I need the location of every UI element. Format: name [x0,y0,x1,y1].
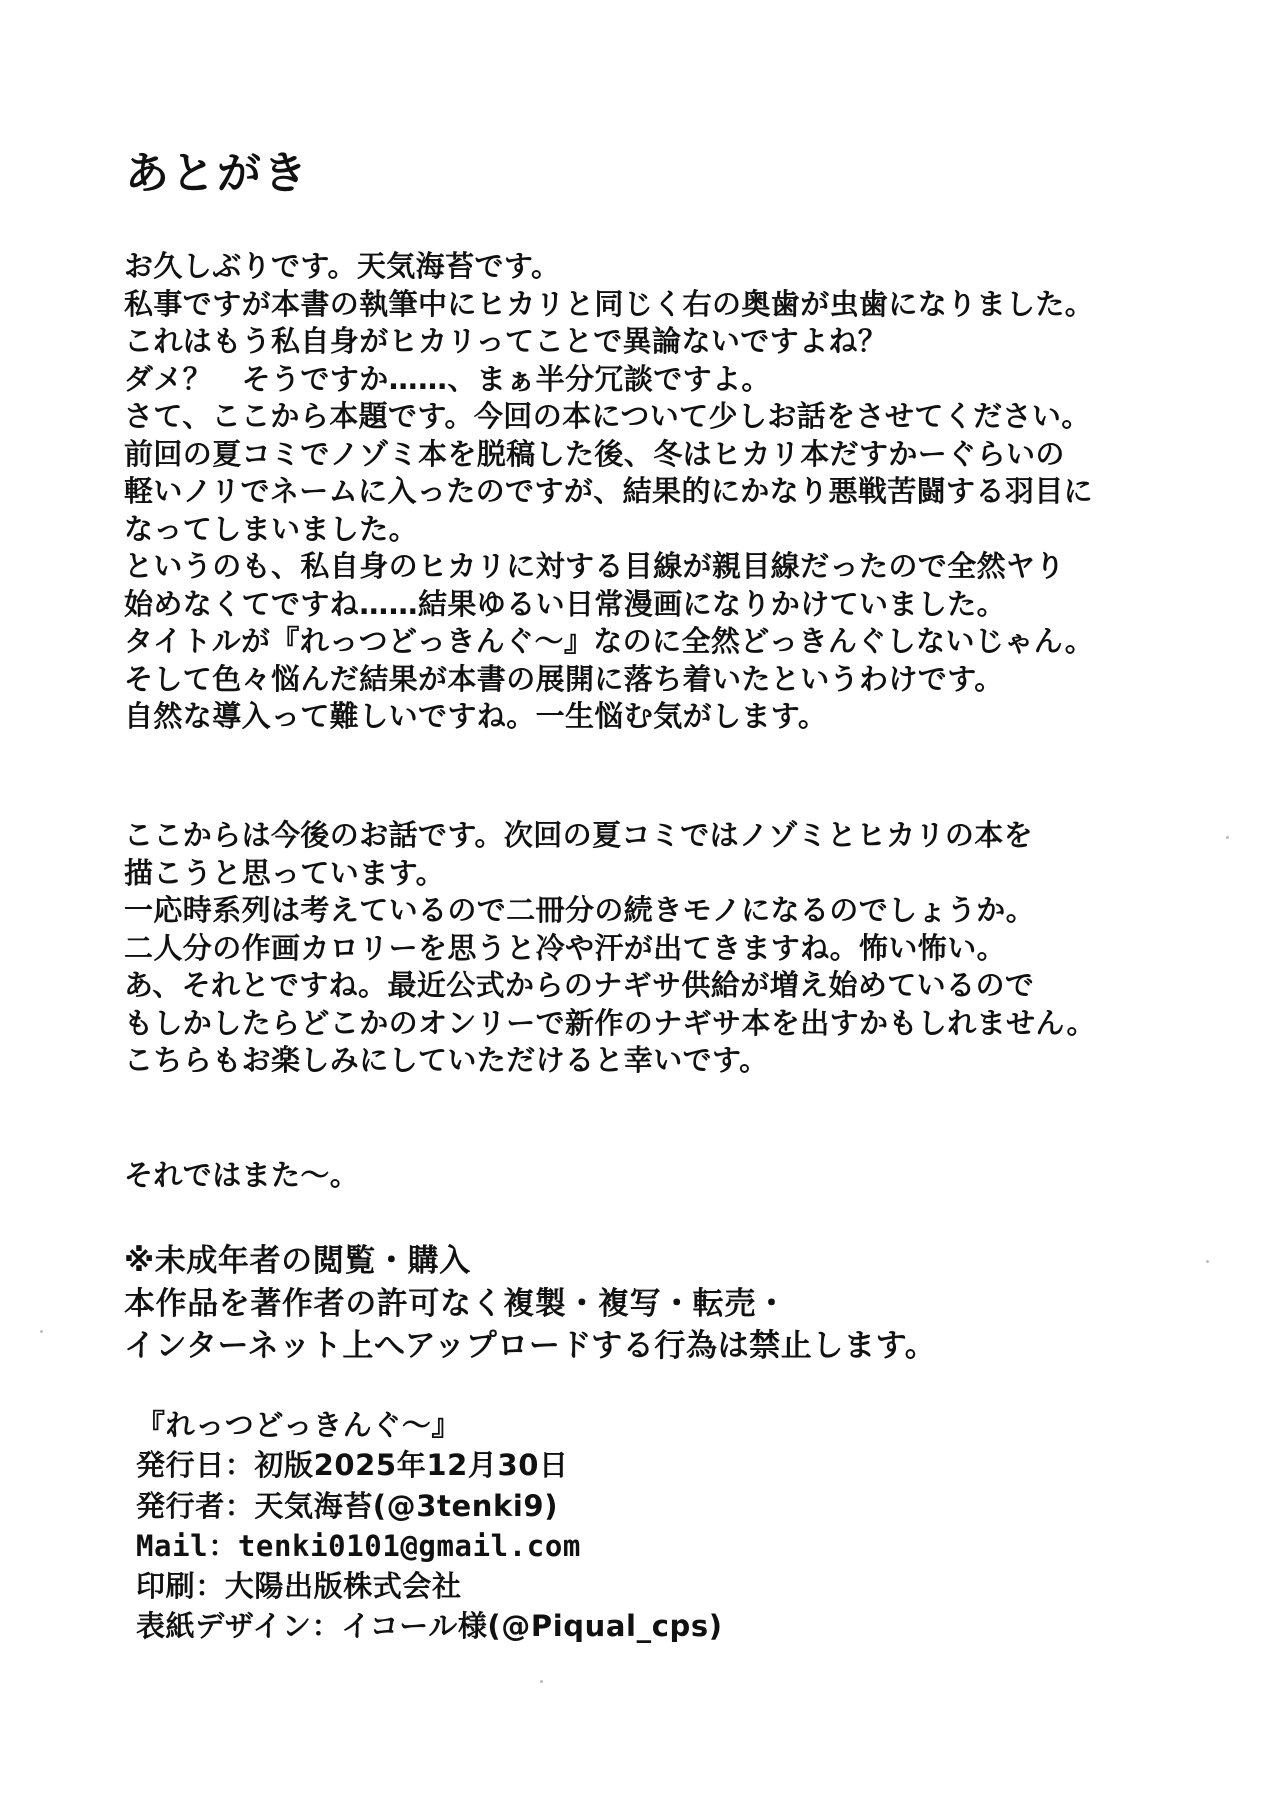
colophon-printer: 印刷：大陽出版株式会社 [136,1569,462,1604]
colophon-book-title: 『れっつどっきんぐ～』 [136,1408,462,1442]
farewell-line: それではまた～。 [124,1158,360,1192]
notice-line: 本作品を著作者の許可なく複製・複写・転売・ [124,1285,788,1322]
body-line: これはもう私自身がヒカリってことで異論ないですよね？ [124,324,888,358]
future-line: 二人分の作画カロリーを思うと冷や汗が出てきますね。怖い怖い。 [124,930,1007,965]
future-line: もしかしたらどこかのオンリーで新作のナギサ本を出すかもしれません。 [124,1005,1096,1040]
future-line: ここからは今後のお話です。次回の夏コミではノゾミとヒカリの本を [124,818,1034,852]
future-plans-paragraph [124,817,1096,1080]
colophon-mail: Mail：tenki0101@gmail.com [136,1528,581,1563]
body-line: 始めなくてですね……結果ゆるい日常漫画になりかけていました。 [124,586,1007,621]
future-line: 一応時系列は考えているので二冊分の続きモノになるのでしょうか。 [124,893,1036,927]
body-line: 自然な導入って難しいですね。一生悩む気がします。 [124,699,828,733]
body-line: お久しぶりです。天気海苔です。 [124,249,561,283]
body-line: さて、ここから本題です。今回の本について少しお話をさせてください。 [124,399,1091,433]
notice-line: ※未成年者の閲覧・購入 [124,1243,471,1279]
colophon [136,1405,723,1647]
notice-line: インターネット上へアップロードする行為は禁止します。 [124,1328,937,1364]
body-line: そして色々悩んだ結果が本書の展開に落ち着いたというわけです。 [124,661,1004,696]
body-line: 軽いノリでネームに入ったのですが、結果的にかなり悪戦苦闘する羽目に [124,474,1094,508]
scan-speck [40,1330,43,1333]
afterword-body [124,248,1094,736]
future-line: こちらもお楽しみにしていただけると幸いです。 [124,1043,769,1077]
future-line: 描こうと思っています。 [124,855,446,890]
page-title: あとがき [125,148,309,199]
body-line: ダメ？ そうですか……、まぁ半分冗談ですよ。 [124,361,771,396]
body-line: なってしまいました。 [124,511,419,546]
future-line: あ、それとですね。最近公式からのナギサ供給が増え始めているので [124,968,1035,1002]
scan-speck [1206,1260,1209,1263]
farewell-paragraph [124,1157,359,1195]
colophon-issue-date: 発行日：初版2025年12月30日 [136,1448,569,1483]
scan-speck [540,1680,543,1683]
copyright-notice [124,1240,936,1368]
body-line: 前回の夏コミでノゾミ本を脱稿した後、冬はヒカリ本だすかーぐらいの [124,436,1065,471]
scan-speck [1226,836,1229,839]
body-line: タイトルが『れっつどっきんぐ～』なのに全然どっきんぐしないじゃん。 [124,624,1095,658]
body-line: というのも、私自身のヒカリに対する目線が親目線だったので全然ヤり [124,549,1065,583]
body-line: 私事ですが本書の執筆中にヒカリと同じく右の奥歯が虫歯になりました。 [124,286,1095,321]
colophon-cover-design: 表紙デザイン：イコール様(@Piqual_cps) [136,1609,723,1644]
colophon-publisher: 発行者：天気海苔(@3tenki9) [136,1488,559,1523]
